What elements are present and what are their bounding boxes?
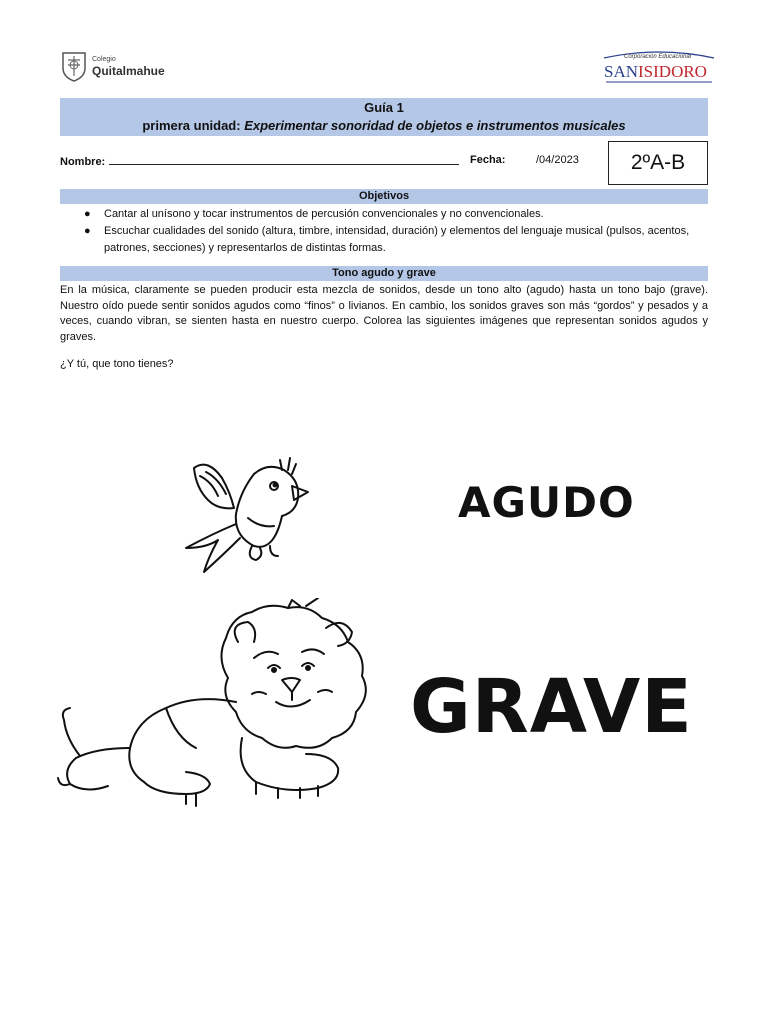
tono-paragraph: En la música, claramente se pueden producir esta mezcla de sonidos, desde un tono alto (agudo) hasta un tono bajo (grave). Nuestro oído puede sentir sonidos agudos como “finos” o livianos. En cambio, los sonidos graves son más “gordos” y pesados y a veces, cuando vibran, se sienten hasta en nuestro cuerpo. Colorea las siguientes imágenes que representan sonidos agudos y graves. [60, 284, 708, 343]
bullet-icon: ● [84, 225, 91, 237]
unit-title: primera unidad: Experimentar sonoridad de objetos e instrumentos musicales [142, 118, 626, 133]
list-item: ● Cantar al unísono y tocar instrumentos de percusión convencionales y no convencionales. [78, 206, 708, 223]
school-logo-quitalmahue [60, 50, 172, 84]
list-item: ● Escuchar cualidades del sonido (altura, timbre, intensidad, duración) y elementos del lenguaje musical (pulsos, acentos, patrones, secciones) y representarlos de distintas formas. [84, 225, 690, 254]
logo-right-brand: SANISIDORO [604, 62, 707, 81]
bird-icon [178, 448, 316, 582]
guide-title: Guía 1 [364, 100, 404, 115]
fecha-value: /04/2023 [536, 154, 579, 166]
grave-label: GRAVE [410, 664, 693, 750]
logo-left-small: Colegio [92, 56, 116, 63]
nombre-label: Nombre: [60, 156, 106, 168]
lion-icon [56, 598, 380, 812]
objetivos-heading: Objetivos [60, 189, 708, 204]
fecha-label: Fecha: [470, 154, 506, 166]
crest-icon [60, 50, 88, 82]
agudo-label: AGUDO [458, 478, 635, 527]
nombre-input-line[interactable] [109, 154, 459, 165]
tono-question: ¿Y tú, que tono tienes? [60, 358, 174, 370]
title-band [60, 98, 708, 136]
objetivos-list [78, 206, 708, 257]
grade-box: 2ºA-B [608, 141, 708, 185]
bullet-icon: ● [84, 208, 91, 220]
logo-right-tag: Corporación Educacional [624, 54, 692, 60]
school-logo-san-isidoro [602, 48, 716, 84]
logo-left-name: Quitalmahue [92, 64, 165, 78]
tono-heading: Tono agudo y grave [60, 266, 708, 281]
